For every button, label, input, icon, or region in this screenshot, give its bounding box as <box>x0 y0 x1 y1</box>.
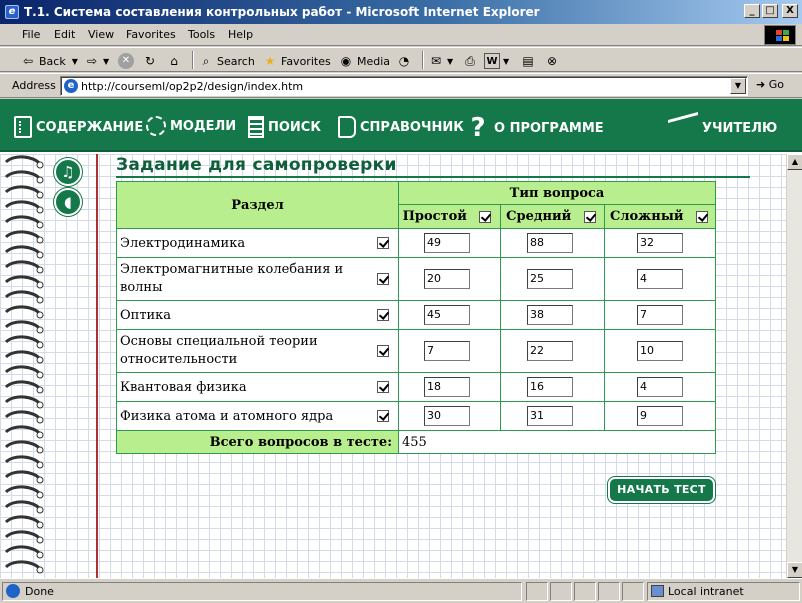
spiral-ring <box>6 202 40 209</box>
site-nav <box>0 99 802 152</box>
section-checkbox[interactable] <box>377 237 389 249</box>
nav-about[interactable] <box>466 113 604 143</box>
page-icon: e <box>64 79 78 93</box>
music-note-icon: ♫ <box>61 163 75 181</box>
spiral-hole <box>37 447 43 453</box>
maximize-button[interactable]: □ <box>762 4 778 18</box>
spiral-ring <box>6 472 40 479</box>
hard-count-input[interactable]: 7 <box>637 305 683 325</box>
section-checkbox[interactable] <box>377 410 389 422</box>
nav-models[interactable] <box>146 116 236 136</box>
spiral-hole <box>37 417 43 423</box>
title-bar <box>0 0 802 24</box>
media-icon: ◉ <box>340 54 352 68</box>
spiral-ring <box>6 157 40 164</box>
discuss-icon: ▤ <box>522 54 534 68</box>
favorites-star-icon: ★ <box>264 54 276 68</box>
section-name: Физика атома и атомного ядра <box>117 402 369 431</box>
medium-count-input[interactable]: 38 <box>527 305 573 325</box>
spiral-hole <box>37 177 43 183</box>
spiral-hole <box>37 222 43 228</box>
nav-reference[interactable] <box>338 116 464 138</box>
nav-teacher[interactable] <box>668 116 777 140</box>
hard-count-input[interactable]: 4 <box>637 269 683 289</box>
menu-favorites[interactable]: Favorites <box>126 28 176 41</box>
spiral-hole <box>37 492 43 498</box>
spiral-ring <box>6 352 40 359</box>
spiral-ring <box>6 322 40 329</box>
question-icon: ? <box>470 113 486 143</box>
intranet-icon <box>651 585 664 597</box>
spiral-ring <box>6 442 40 449</box>
refresh-icon: ↻ <box>144 54 156 68</box>
messenger-icon: ⊗ <box>546 54 558 68</box>
simple-count-input[interactable]: 20 <box>424 269 470 289</box>
section-checkbox[interactable] <box>377 345 389 357</box>
spiral-ring <box>6 277 40 284</box>
menu-edit[interactable]: Edit <box>54 28 76 41</box>
status-text-pane <box>2 582 522 601</box>
section-name: Электромагнитные колебания и волны <box>117 258 369 301</box>
medium-count-input[interactable]: 16 <box>527 377 573 397</box>
spiral-ring <box>6 457 40 464</box>
spiral-hole <box>37 342 43 348</box>
hard-count-input[interactable]: 4 <box>637 377 683 397</box>
menu-bar <box>0 24 802 46</box>
address-dropdown-icon[interactable]: ▼ <box>730 78 746 94</box>
spiral-hole <box>37 267 43 273</box>
mail-dropdown-icon[interactable]: ▼ <box>447 56 454 66</box>
mail-icon: ✉ <box>430 54 442 68</box>
back-button[interactable] <box>20 52 78 70</box>
toolbar <box>0 47 802 72</box>
favorites-button[interactable] <box>262 52 331 70</box>
page-title: Задание для самопроверки <box>116 155 397 175</box>
hard-count-input[interactable]: 10 <box>637 341 683 361</box>
home-button[interactable] <box>166 52 185 70</box>
spiral-hole <box>37 477 43 483</box>
zone-label: Local intranet <box>668 585 744 598</box>
table-row <box>117 258 716 301</box>
nav-teacher-label: УЧИТЕЛЮ <box>702 120 778 136</box>
spiral-hole <box>37 252 43 258</box>
nav-contents-label: СОДЕРЖАНИЕ <box>36 119 144 135</box>
favorites-label: Favorites <box>281 54 331 68</box>
spiral-hole <box>37 162 43 168</box>
spiral-ring <box>6 562 40 569</box>
back-label: Back <box>39 54 66 68</box>
forward-arrow-icon: ⇨ <box>86 54 98 68</box>
windows-logo-icon <box>764 25 796 45</box>
section-name: Квантовая физика <box>117 373 369 402</box>
spiral-ring <box>6 337 40 344</box>
spiral-ring <box>6 382 40 389</box>
spiral-ring <box>6 262 40 269</box>
speaker-icon: ◖ <box>64 193 72 211</box>
media-label: Media <box>357 54 391 68</box>
table-row <box>117 373 716 402</box>
security-zone <box>647 582 800 601</box>
simple-count-input[interactable]: 30 <box>424 406 470 426</box>
status-bar <box>0 578 802 603</box>
table-row <box>117 301 716 330</box>
simple-count-input[interactable]: 7 <box>424 341 470 361</box>
total-value: 455 <box>399 431 716 454</box>
search-label: Search <box>217 54 255 68</box>
spiral-hole <box>37 297 43 303</box>
section-checkbox[interactable] <box>377 381 389 393</box>
simple-count-input[interactable]: 45 <box>424 305 470 325</box>
go-arrow-icon: ➜ <box>756 78 766 91</box>
print-button[interactable] <box>462 52 481 70</box>
level-medium-checkbox[interactable] <box>584 211 596 223</box>
question-type-header: Тип вопроса <box>399 182 716 205</box>
spiral-binding <box>0 154 50 578</box>
spiral-hole <box>37 192 43 198</box>
spiral-ring <box>6 532 40 539</box>
spiral-ring <box>6 517 40 524</box>
window-controls <box>744 4 798 18</box>
spiral-ring <box>6 397 40 404</box>
spiral-ring <box>6 217 40 224</box>
title-underline <box>116 176 750 178</box>
spiral-hole <box>37 282 43 288</box>
section-name: Основы специальной теории относительности <box>117 330 369 373</box>
simple-count-input[interactable]: 18 <box>424 377 470 397</box>
forward-button[interactable] <box>84 52 109 70</box>
spiral-hole <box>37 207 43 213</box>
simple-count-input[interactable]: 49 <box>424 233 470 253</box>
address-url: http://courseml/op2p2/design/index.htm <box>81 80 304 93</box>
spiral-hole <box>37 402 43 408</box>
level-hard-checkbox[interactable] <box>696 211 708 223</box>
hard-count-input[interactable]: 9 <box>637 406 683 426</box>
spiral-ring <box>6 547 40 554</box>
edit-dropdown-icon[interactable]: ▼ <box>503 56 510 66</box>
test-config-table <box>116 181 716 454</box>
refresh-button[interactable] <box>142 52 161 70</box>
back-arrow-icon: ⇦ <box>22 54 34 68</box>
address-label: Address <box>12 79 56 92</box>
medium-count-input[interactable]: 25 <box>527 269 573 289</box>
level-hard-header: Сложный <box>605 205 689 229</box>
spiral-ring <box>6 292 40 299</box>
spiral-hole <box>37 462 43 468</box>
spiral-ring <box>6 172 40 179</box>
stop-button[interactable] <box>118 52 137 70</box>
menu-tools[interactable]: Tools <box>188 28 216 41</box>
table-row <box>117 330 716 373</box>
discuss-button[interactable] <box>520 52 539 70</box>
total-label: Всего вопросов в тесте: <box>117 431 399 454</box>
menu-help[interactable]: Help <box>228 28 254 41</box>
home-icon: ⌂ <box>170 54 178 68</box>
spiral-ring <box>6 307 40 314</box>
spiral-hole <box>37 237 43 243</box>
medium-count-input[interactable]: 88 <box>527 233 573 253</box>
back-dropdown-icon[interactable]: ▼ <box>71 56 78 66</box>
reference-book-icon <box>338 116 356 138</box>
spiral-hole <box>37 432 43 438</box>
address-input[interactable] <box>60 76 748 96</box>
section-name: Оптика <box>117 301 369 330</box>
speaker-button[interactable] <box>54 188 82 216</box>
section-checkbox[interactable] <box>377 309 389 321</box>
close-button[interactable]: X <box>782 4 798 18</box>
spiral-hole <box>37 552 43 558</box>
word-icon: W <box>484 53 500 69</box>
page-status-icon <box>6 584 20 598</box>
spiral-hole <box>37 387 43 393</box>
medium-count-input[interactable]: 22 <box>527 341 573 361</box>
section-header: Раздел <box>117 182 399 229</box>
spiral-ring <box>6 187 40 194</box>
spiral-hole <box>37 327 43 333</box>
scroll-down-icon[interactable]: ▼ <box>787 562 802 578</box>
nav-contents[interactable] <box>14 116 143 138</box>
teacher-icon <box>668 112 698 144</box>
vertical-scrollbar[interactable] <box>786 154 802 578</box>
print-icon: ⎙ <box>465 54 475 68</box>
spiral-hole <box>37 372 43 378</box>
spiral-hole <box>37 312 43 318</box>
spiral-ring <box>6 412 40 419</box>
history-button[interactable] <box>396 52 415 70</box>
media-button[interactable] <box>338 52 390 70</box>
table-row <box>117 402 716 431</box>
nav-search[interactable] <box>248 116 321 138</box>
history-icon: ◔ <box>398 54 410 68</box>
search-doc-icon <box>248 116 264 138</box>
ie-logo-icon: e <box>5 5 19 19</box>
edit-word-button[interactable] <box>484 52 509 70</box>
hard-count-input[interactable]: 32 <box>637 233 683 253</box>
mail-button[interactable] <box>428 52 453 70</box>
forward-dropdown-icon[interactable]: ▼ <box>103 56 110 66</box>
go-label: Go <box>768 78 784 91</box>
menu-file[interactable]: File <box>22 28 41 41</box>
level-medium-header: Средний <box>501 205 577 229</box>
spiral-ring <box>6 232 40 239</box>
search-icon: ⌕ <box>202 54 210 68</box>
status-text: Done <box>25 585 54 598</box>
nav-models-label: МОДЕЛИ <box>170 118 237 134</box>
spiral-ring <box>6 367 40 374</box>
level-simple-header: Простой <box>399 205 471 229</box>
search-button[interactable] <box>198 52 255 70</box>
section-checkbox[interactable] <box>377 273 389 285</box>
stop-icon: ✕ <box>118 53 134 69</box>
section-name: Электродинамика <box>117 229 369 258</box>
scroll-up-icon[interactable]: ▲ <box>787 154 802 170</box>
spiral-hole <box>37 537 43 543</box>
address-bar <box>0 73 802 98</box>
page-content <box>0 99 802 578</box>
sound-button[interactable] <box>54 158 82 186</box>
medium-count-input[interactable]: 31 <box>527 406 573 426</box>
spiral-ring <box>6 427 40 434</box>
spiral-ring <box>6 487 40 494</box>
book-icon <box>14 116 32 138</box>
menu-view[interactable]: View <box>88 28 115 41</box>
go-button[interactable] <box>756 78 784 91</box>
start-test-button[interactable]: НАЧАТЬ ТЕСТ <box>608 477 715 503</box>
window-title: Т.1. Система составления контрольных работ - Microsoft Internet Explorer <box>24 5 540 19</box>
messenger-button[interactable] <box>544 52 563 70</box>
minimize-button[interactable]: _ <box>744 4 760 18</box>
spiral-ring <box>6 502 40 509</box>
spiral-hole <box>37 567 43 573</box>
table-row <box>117 229 716 258</box>
level-simple-checkbox[interactable] <box>479 211 491 223</box>
spiral-ring <box>6 247 40 254</box>
spiral-hole <box>37 522 43 528</box>
margin-line <box>96 154 98 578</box>
spiral-hole <box>37 507 43 513</box>
gears-icon <box>146 116 166 136</box>
nav-search-label: ПОИСК <box>268 119 321 135</box>
spiral-hole <box>37 357 43 363</box>
nav-reference-label: СПРАВОЧНИК <box>360 119 464 135</box>
nav-about-label: О ПРОГРАММЕ <box>494 120 604 136</box>
